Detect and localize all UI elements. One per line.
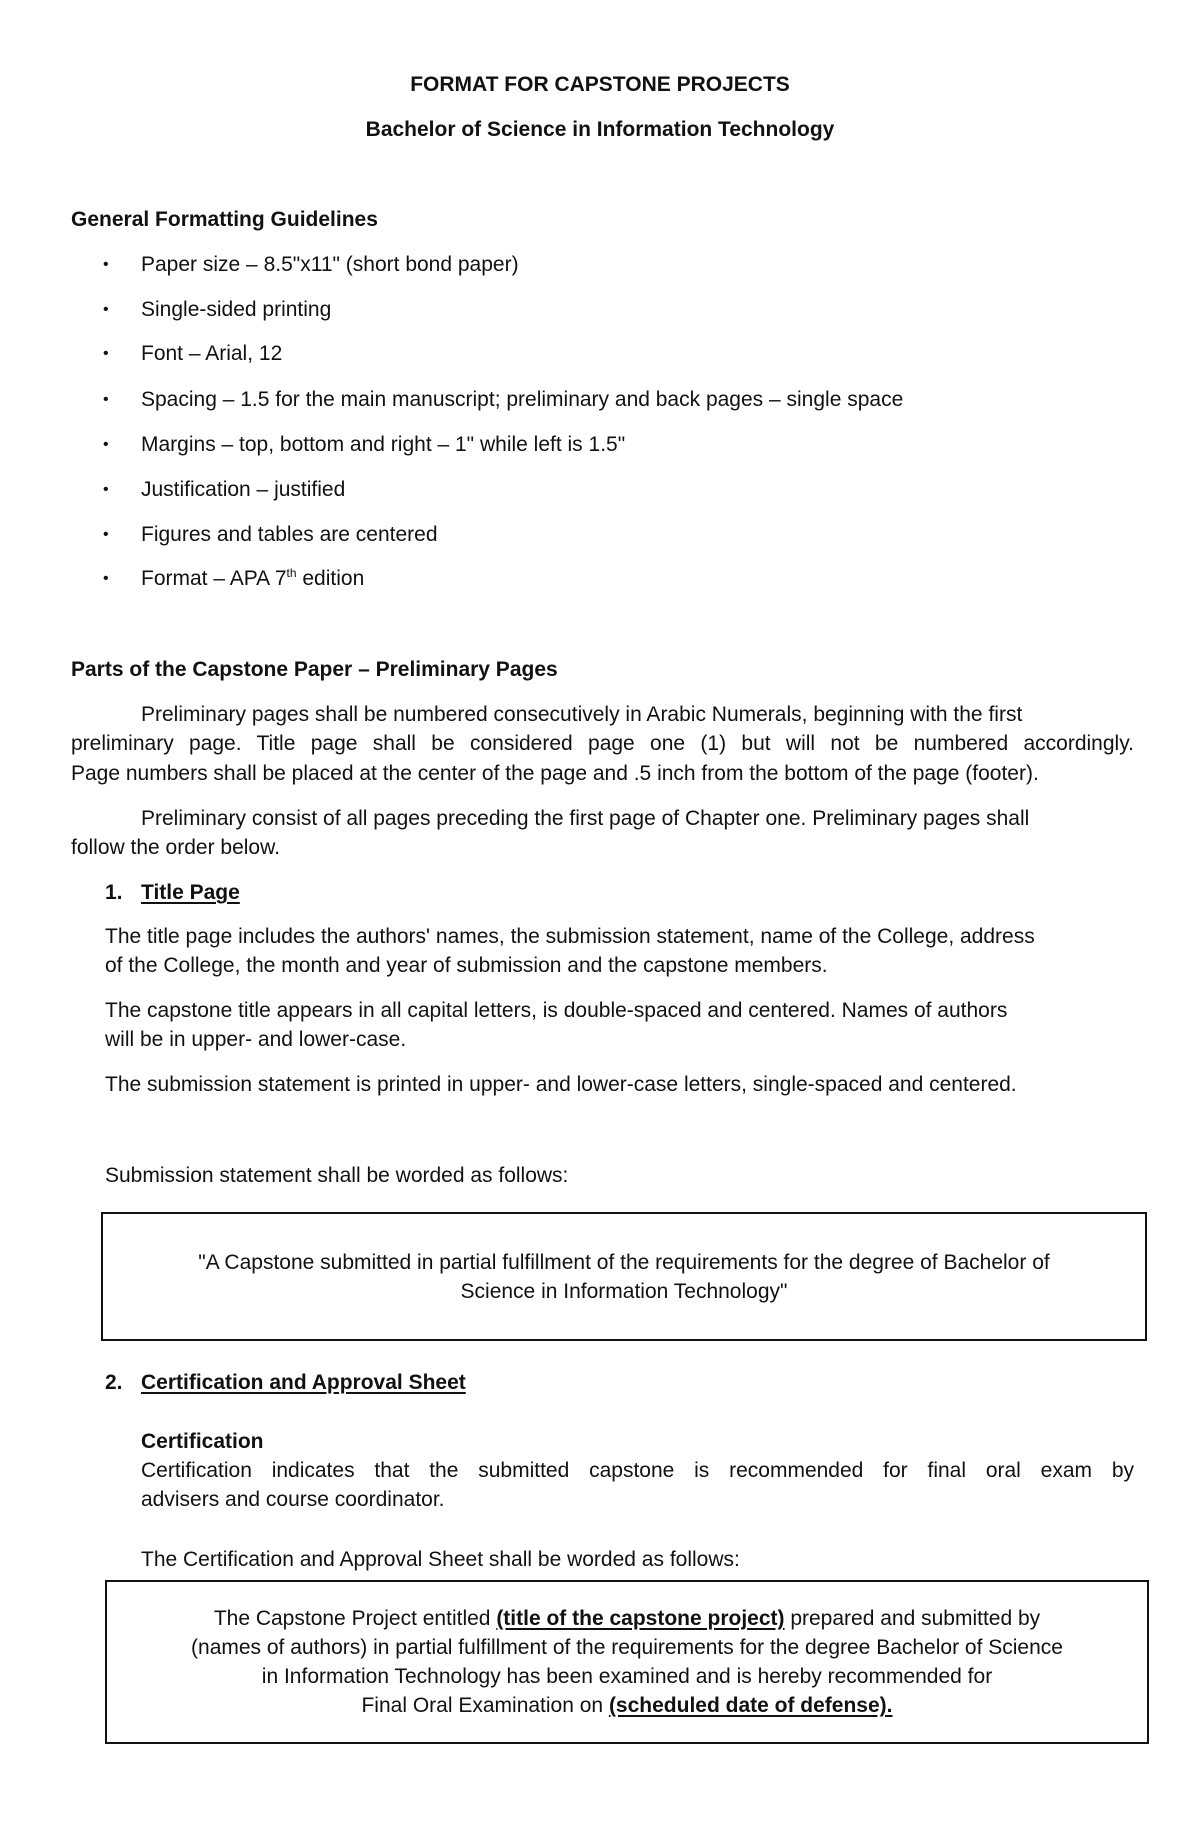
certification-box-line-2: (names of authors) in partial fulfillment of the requirements for the degree Bachelor of Science <box>191 1636 1063 1659</box>
guideline-text: Figures and tables are centered <box>141 523 438 546</box>
section2-title: Certification and Approval Sheet <box>141 1371 466 1394</box>
certification-box-line-4 <box>361 1691 892 1720</box>
format-superscript: th <box>286 566 297 580</box>
certification-heading: Certification <box>141 1430 264 1453</box>
bullet-icon: • <box>103 526 109 543</box>
box-text: prepared and submitted by <box>784 1607 1041 1630</box>
section1-para2-line1: The capstone title appears in all capital letters, is double-spaced and centered. Names of authors <box>105 999 1008 1022</box>
parts-para2-line2: follow the order below. <box>71 836 280 859</box>
placeholder-defense-date: (scheduled date of defense). <box>608 1694 893 1717</box>
format-label: Format – APA 7 <box>141 567 287 590</box>
bullet-icon: • <box>103 301 109 318</box>
bullet-icon: • <box>103 256 109 273</box>
guideline-text: Single-sided printing <box>141 298 332 321</box>
guideline-text: Justification – justified <box>141 478 346 501</box>
submission-statement-intro: Submission statement shall be worded as follows: <box>105 1164 569 1187</box>
bullet-icon: • <box>103 436 109 453</box>
section1-para1-line1: The title page includes the authors' names, the submission statement, name of the College, address <box>105 925 1035 948</box>
document-title: FORMAT FOR CAPSTONE PROJECTS <box>410 73 790 96</box>
section1-title: Title Page <box>141 881 240 904</box>
general-guidelines-heading: General Formatting Guidelines <box>71 208 378 231</box>
parts-para1-line3: Page numbers shall be placed at the center of the page and .5 inch from the bottom of the page (footer). <box>71 762 1039 785</box>
section2-number: 2. <box>105 1371 123 1394</box>
certification-box-line-3: in Information Technology has been examined and is hereby recommended for <box>261 1665 993 1688</box>
guideline-text: Spacing – 1.5 for the main manuscript; preliminary and back pages – single space <box>141 388 904 411</box>
box-text: The Capstone Project entitled <box>213 1607 497 1630</box>
parts-para2-line1: Preliminary consist of all pages preceding the first page of Chapter one. Preliminary pages shall <box>141 807 1030 830</box>
statement-line-2: Science in Information Technology" <box>460 1279 788 1303</box>
placeholder-title: (title of the capstone project) <box>496 1607 785 1630</box>
bullet-icon: • <box>103 481 109 498</box>
bullet-icon: • <box>103 391 109 408</box>
format-tail: edition <box>296 567 365 590</box>
box-text: Final Oral Examination on <box>361 1694 609 1717</box>
parts-heading: Parts of the Capstone Paper – Preliminary Pages <box>71 658 558 681</box>
guideline-text: Paper size – 8.5"x11" (short bond paper) <box>141 253 519 276</box>
section1-para2-line2: will be in upper- and lower-case. <box>105 1028 407 1051</box>
section1-number: 1. <box>105 881 123 904</box>
bullet-icon: • <box>103 345 109 362</box>
section1-para3: The submission statement is printed in upper- and lower-case letters, single-spaced and centered. <box>105 1073 1017 1096</box>
certification-box <box>105 1580 1149 1744</box>
certification-intro: The Certification and Approval Sheet shall be worded as follows: <box>141 1548 740 1571</box>
parts-para1-line1: Preliminary pages shall be numbered consecutively in Arabic Numerals, beginning with the first <box>141 703 1023 726</box>
guideline-text: Font – Arial, 12 <box>141 342 283 365</box>
statement-line-1: "A Capstone submitted in partial fulfillment of the requirements for the degree of Bachelor of <box>198 1250 1050 1274</box>
parts-para1-line2: preliminary page. Title page shall be considered page one (1) but will not be numbered accordingly. <box>71 732 1134 755</box>
certification-para-line1: Certification indicates that the submitted capstone is recommended for final oral exam by <box>141 1459 1134 1482</box>
section1-para1-line2: of the College, the month and year of submission and the capstone members. <box>105 954 828 977</box>
guideline-text <box>141 565 364 593</box>
certification-para-line2: advisers and course coordinator. <box>141 1488 445 1511</box>
document-subtitle: Bachelor of Science in Information Technology <box>365 118 835 141</box>
bullet-icon: • <box>103 570 109 587</box>
certification-box-line-1 <box>214 1604 1040 1633</box>
submission-statement-box <box>101 1212 1147 1341</box>
guideline-text: Margins – top, bottom and right – 1" while left is 1.5" <box>141 433 626 456</box>
